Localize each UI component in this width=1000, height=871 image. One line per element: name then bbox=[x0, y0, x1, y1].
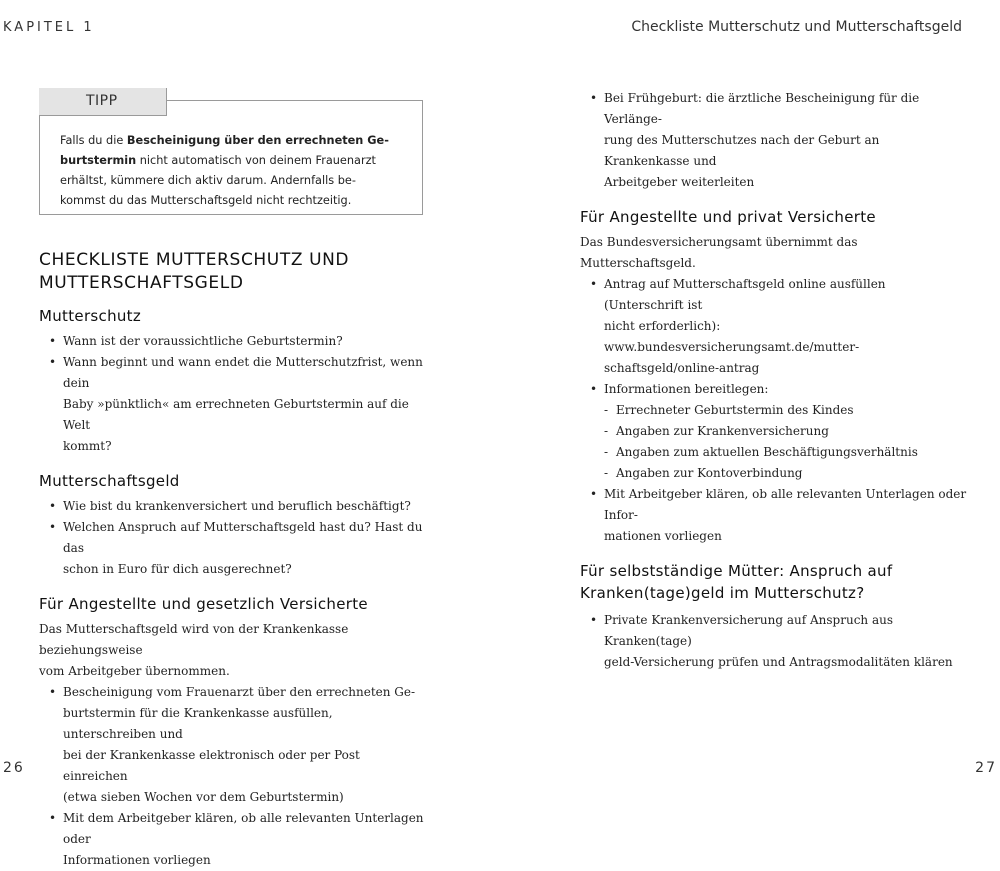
sub-list-item: - Angaben zur Krankenversicherung bbox=[604, 421, 968, 442]
gesetzlich-list bbox=[39, 682, 425, 871]
sub-list-item: - Angaben zur Kontoverbindung bbox=[604, 463, 968, 484]
list-item: • Private Krankenversicherung auf Anspruch aus Kranken(tage) geld-Versicherung prüfen und Antragsmodalitäten klären bbox=[580, 610, 968, 673]
list-item: • Bescheinigung vom Frauenarzt über den errechneten Ge- burtstermin für die Krankenkasse ausfüllen, unterschreiben und bei der Krankenkasse elektronisch oder per Post einreichen (etwa sieben Wochen vor dem Geburtstermin) bbox=[39, 682, 425, 808]
sub-list-item: - Errechneter Geburtstermin des Kindes bbox=[604, 400, 968, 421]
selbststaendig-list bbox=[580, 610, 968, 673]
left-page-column bbox=[39, 88, 425, 871]
section-title bbox=[39, 249, 425, 295]
tip-line2-rest: nicht automatisch von deinem Frauenarzt bbox=[136, 154, 376, 167]
heading-privat: Für Angestellte und privat Versicherte bbox=[580, 208, 876, 226]
tip-line4: kommst du das Mutterschaftsgeld nicht rechtzeitig. bbox=[60, 194, 352, 207]
fruehgeburt-list bbox=[580, 88, 968, 193]
privat-sub-list bbox=[580, 400, 968, 484]
page-number-left: 26 bbox=[3, 760, 25, 776]
list-item: • Wann ist der voraussichtliche Geburtstermin? bbox=[39, 331, 425, 352]
tip-box bbox=[39, 93, 423, 215]
privat-intro: Das Bundesversicherungsamt übernimmt das Mutterschaftsgeld. bbox=[580, 235, 858, 270]
list-item: • Mit dem Arbeitgeber klären, ob alle relevanten Unterlagen oder Informationen vorliegen bbox=[39, 808, 425, 871]
gesetzlich-intro: Das Mutterschaftsgeld wird von der Krankenkasse beziehungsweise vom Arbeitgeber übernommen. bbox=[39, 622, 349, 678]
heading-selbststaendig: Für selbstständige Mütter: Anspruch auf Kranken(tage)geld im Mutterschutz? bbox=[580, 562, 893, 602]
heading-gesetzlich: Für Angestellte und gesetzlich Versicherte bbox=[39, 595, 368, 613]
heading-mutterschaftsgeld: Mutterschaftsgeld bbox=[39, 472, 180, 490]
section-title-line2: MUTTERSCHAFTSGELD bbox=[39, 273, 244, 293]
list-item: • Mit Arbeitgeber klären, ob alle relevanten Unterlagen oder Infor- mationen vorliegen bbox=[580, 484, 968, 547]
section-title-line1: CHECKLISTE MUTTERSCHUTZ UND bbox=[39, 250, 350, 270]
mutterschaftsgeld-list bbox=[39, 496, 425, 580]
list-item: • Wann beginnt und wann endet die Mutterschutzfrist, wenn dein Baby »pünktlich« am errechneten Geburtstermin auf die Welt kommt? bbox=[39, 352, 425, 457]
privat-list-2 bbox=[580, 484, 968, 547]
list-item: • Antrag auf Mutterschaftsgeld online ausfüllen (Unterschrift ist nicht erforderlich): www.bundesversicherungsamt.de/mutter- schaftsgeld/online-antrag bbox=[580, 274, 968, 379]
list-item: • Informationen bereitlegen: bbox=[580, 379, 968, 400]
tip-text bbox=[60, 131, 405, 211]
tip-label: TIPP bbox=[39, 88, 167, 116]
heading-mutterschutz: Mutterschutz bbox=[39, 307, 142, 325]
running-header-chapter: KAPITEL 1 bbox=[3, 20, 95, 35]
page-number-right: 27 bbox=[975, 760, 997, 776]
right-page-column bbox=[580, 88, 968, 673]
tip-line1-pre: Falls du die bbox=[60, 134, 127, 147]
mutterschutz-list bbox=[39, 331, 425, 457]
list-item: • Wie bist du krankenversichert und beruflich beschäftigt? bbox=[39, 496, 425, 517]
tip-line3: erhältst, kümmere dich aktiv darum. Andernfalls be- bbox=[60, 174, 356, 187]
running-header-title: Checkliste Mutterschutz und Mutterschaftsgeld bbox=[631, 19, 962, 35]
tip-line2-bold: burtstermin bbox=[60, 154, 137, 167]
privat-list bbox=[580, 274, 968, 400]
tip-line1-bold: Bescheinigung über den errechneten Ge- bbox=[126, 134, 389, 147]
list-item: • Bei Frühgeburt: die ärztliche Bescheinigung für die Verlänge- rung des Mutterschutzes nach der Geburt an Krankenkasse und Arbeitgeber weiterleiten bbox=[580, 88, 968, 193]
list-item: • Welchen Anspruch auf Mutterschaftsgeld hast du? Hast du das schon in Euro für dich ausgerechnet? bbox=[39, 517, 425, 580]
sub-list-item: - Angaben zum aktuellen Beschäftigungsverhältnis bbox=[604, 442, 968, 463]
